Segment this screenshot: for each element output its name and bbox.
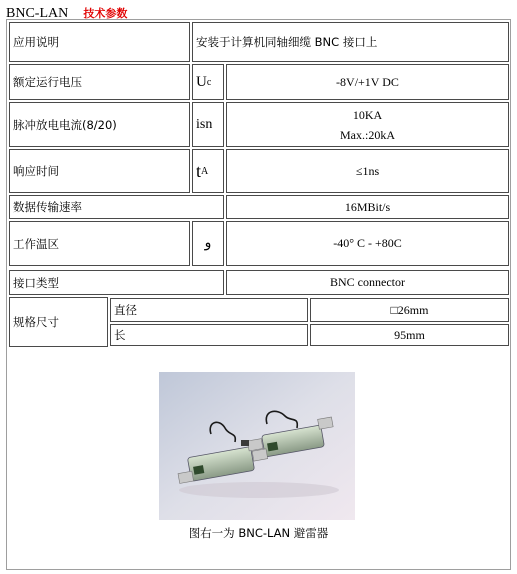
application-label-text: 应用说明 [13,35,59,49]
diameter-value-text: □26mm [390,302,429,317]
length-label-text: 长 [114,328,126,342]
temperature-label-text: 工作温区 [13,236,59,251]
voltage-value-text: -8V/+1V DC [336,74,399,89]
dimensions-label-text: 规格尺寸 [13,315,59,329]
response-value-text: ≤1ns [355,163,380,178]
response-value [226,149,509,193]
impulse-value-max: Max.:20kA [340,127,395,142]
length-value-text: 95mm [394,327,425,342]
temperature-label [9,221,190,266]
interface-value-text: BNC connector [330,275,405,289]
voltage-symbol-main: U [196,73,207,90]
product-photo [159,372,355,520]
diameter-label-text: 直径 [114,303,137,317]
impulse-value-nominal: 10KA [352,107,383,122]
length-label [110,324,308,346]
voltage-symbol [192,64,224,100]
photo-caption: 图右一为 BNC-LAN 避雷器 [188,526,329,540]
diameter-value [310,298,509,322]
data-rate-value-text: 16MBit/s [344,199,391,214]
impulse-symbol [192,102,224,147]
voltage-value [226,64,509,100]
data-rate-label-text: 数据传输速率 [13,200,82,214]
response-symbol-main: t [196,160,202,181]
impulse-label [9,102,190,147]
model-title: BNC-LAN [6,6,69,21]
impulse-value [226,102,509,147]
response-symbol [192,149,224,193]
spec-table [6,19,511,570]
temperature-symbol [192,221,224,266]
length-value [310,324,509,346]
interface-label [9,270,224,295]
temperature-value-text: -40° C - +80C [333,236,402,250]
application-value-text: 安装于计算机同轴细缆 BNC 接口上 [196,35,378,49]
voltage-label-text: 额定运行电压 [13,75,82,89]
photo-shadow [179,482,339,498]
impulse-label-text: 脉冲放电电流(8/20) [13,117,117,132]
data-rate-value [226,195,509,219]
interface-label-text: 接口类型 [13,275,59,290]
voltage-label [9,64,190,100]
voltage-symbol-sub: c [206,76,212,88]
response-label [9,149,190,193]
spec-tag: 技术参数 [83,7,128,20]
temperature-symbol-text: ﻭ [204,236,212,251]
response-label-text: 响应时间 [13,164,59,178]
document-header [6,2,127,19]
temperature-value [226,221,509,266]
application-label [9,22,190,62]
diameter-label [110,298,308,322]
data-rate-label [9,195,224,219]
response-symbol-sub: A [201,165,209,177]
impulse-symbol-text: isn [196,116,213,132]
interface-value [226,270,509,295]
application-value [192,22,509,62]
dimensions-label [9,297,108,347]
